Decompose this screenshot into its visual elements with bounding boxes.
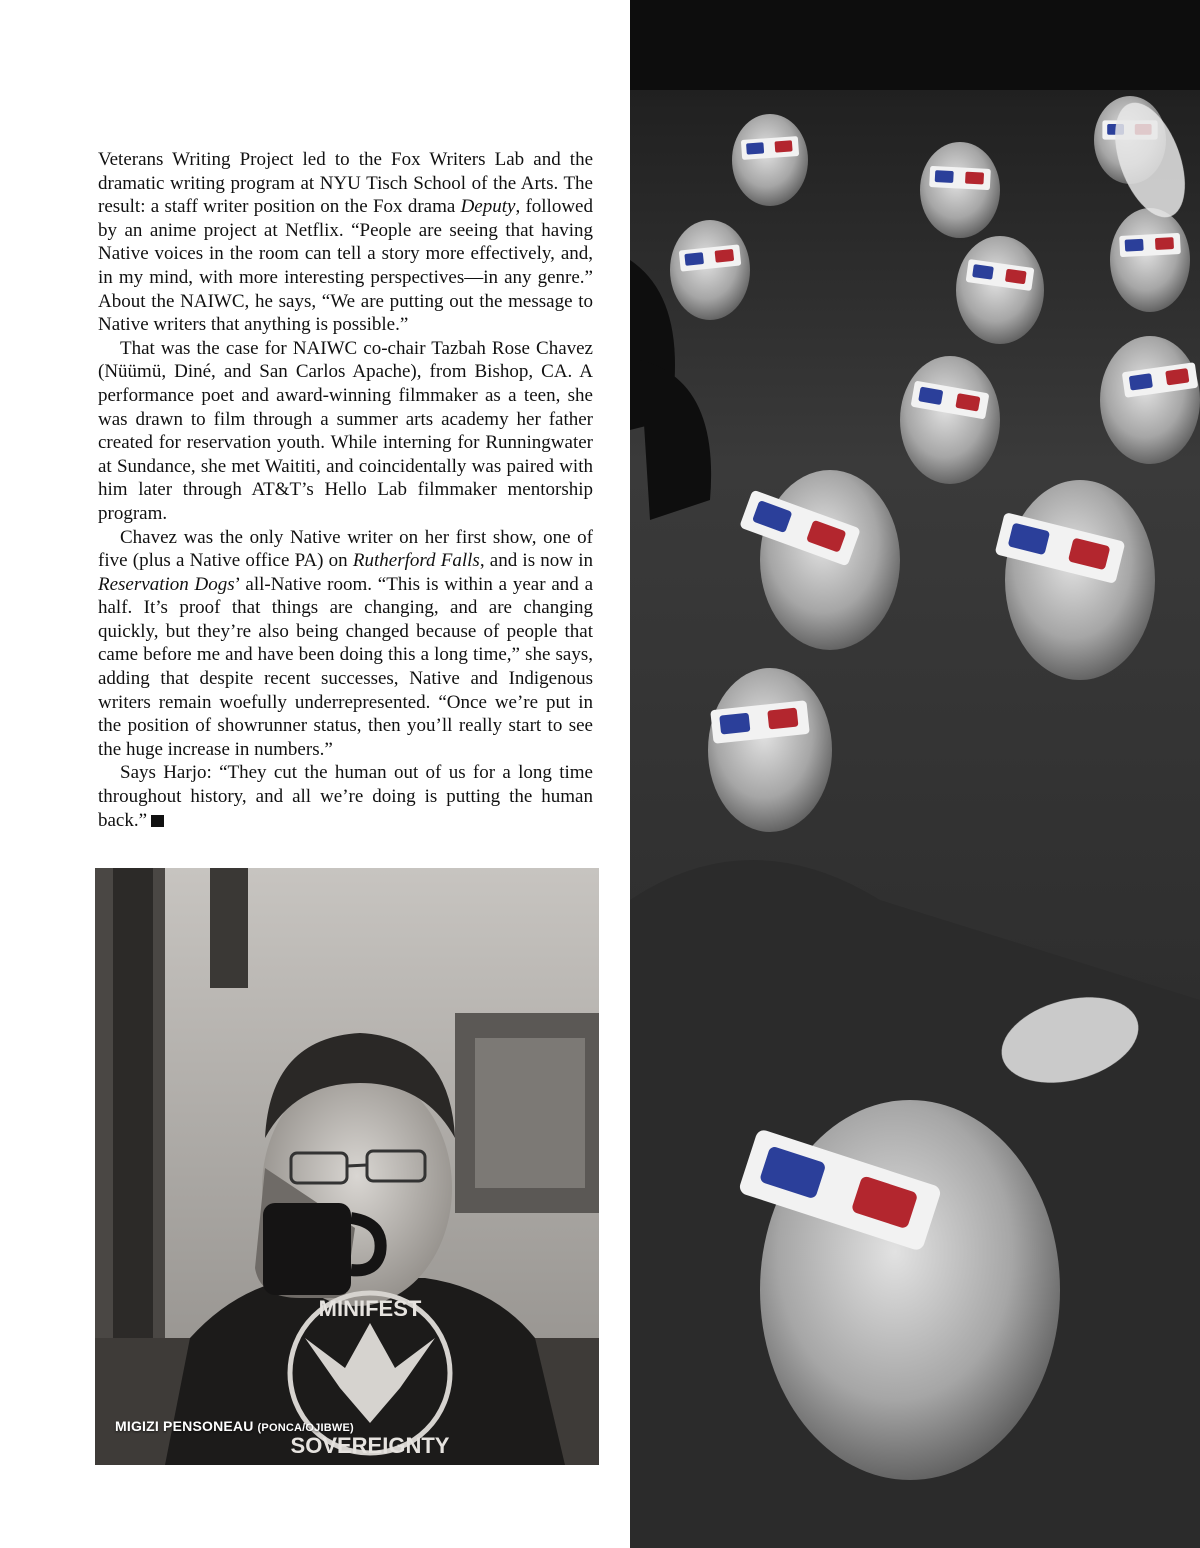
paragraph-1-text: Veterans Writing Project led to the Fox Writers Lab and the dramatic writing program at NYU Tisch School of the Arts. The result: a staff writer position on the Fox drama (98, 149, 593, 218)
paragraph-3-text-c: ’ all-Native room. “This is within a year and a half. It’s proof that things are changing, and are changing quickly, but they’re also being changed because of people that came before me and have been doing this a long time,” she says, adding that despite recent successes, Native and Indigenous writers remain woefully underrepresented. “Once we’re put in the position of showrunner status, then you’ll really start to see the huge increase in numbers.” (98, 573, 594, 760)
article-body (98, 148, 593, 832)
show-title-reservation-dogs: Reservation Dogs (98, 573, 235, 595)
caption-nation: (PONCA/OJIBWE) (257, 1422, 354, 1434)
paragraph-1 (98, 148, 593, 337)
audience-illustration (630, 0, 1200, 1548)
show-title-rutherford-falls: Rutherford Falls (352, 550, 480, 572)
paragraph-3 (98, 526, 593, 762)
show-title-deputy: Deputy (460, 196, 516, 218)
paragraph-2 (98, 337, 593, 526)
portrait-photo (95, 868, 599, 1465)
paragraph-1-text-cont: , followed by an anime project at Netflix. “People are seeing that having Native voices in the room can tell a story more effectively, and, in my mind, with more interesting perspectives—in any genre.” About the NAIWC, he says, “We are putting out the message to Native writers that anything is possible.” (98, 196, 593, 336)
end-of-article-icon (151, 815, 164, 827)
paragraph-3-text-b: , and is now in (479, 550, 593, 572)
paragraph-3-text-a: Chavez was the only Native writer on her first show, one of five (plus a Native office PA) on (98, 526, 593, 572)
shirt-text-bottom: SOVEREIGNTY (290, 1433, 450, 1458)
photo-caption (115, 1418, 354, 1436)
paragraph-2-text: That was the case for NAIWC co-chair Tazbah Rose Chavez (Nüümü, Diné, and San Carlos Apache), from Bishop, CA. A performance poet and award-winning filmmaker as a teen, she was drawn to film through a summer arts academy her father created for reservation youth. While interning for Runningwater at Sundance, she met Waititi, and coincidentally was paired with him later through AT&T’s Hello Lab filmmaker mentorship program. (98, 337, 593, 524)
portrait-illustration (95, 868, 599, 1465)
shirt-text-top: MINIFEST (318, 1296, 422, 1321)
paragraph-4-text: Says Harjo: “They cut the human out of us for a long time throughout history, and all we’re doing is putting the human back.” (98, 762, 593, 831)
mug-icon (263, 1203, 351, 1295)
caption-name: MIGIZI PENSONEAU (115, 1418, 254, 1434)
paragraph-4 (98, 761, 593, 832)
audience-photo (630, 0, 1200, 1548)
